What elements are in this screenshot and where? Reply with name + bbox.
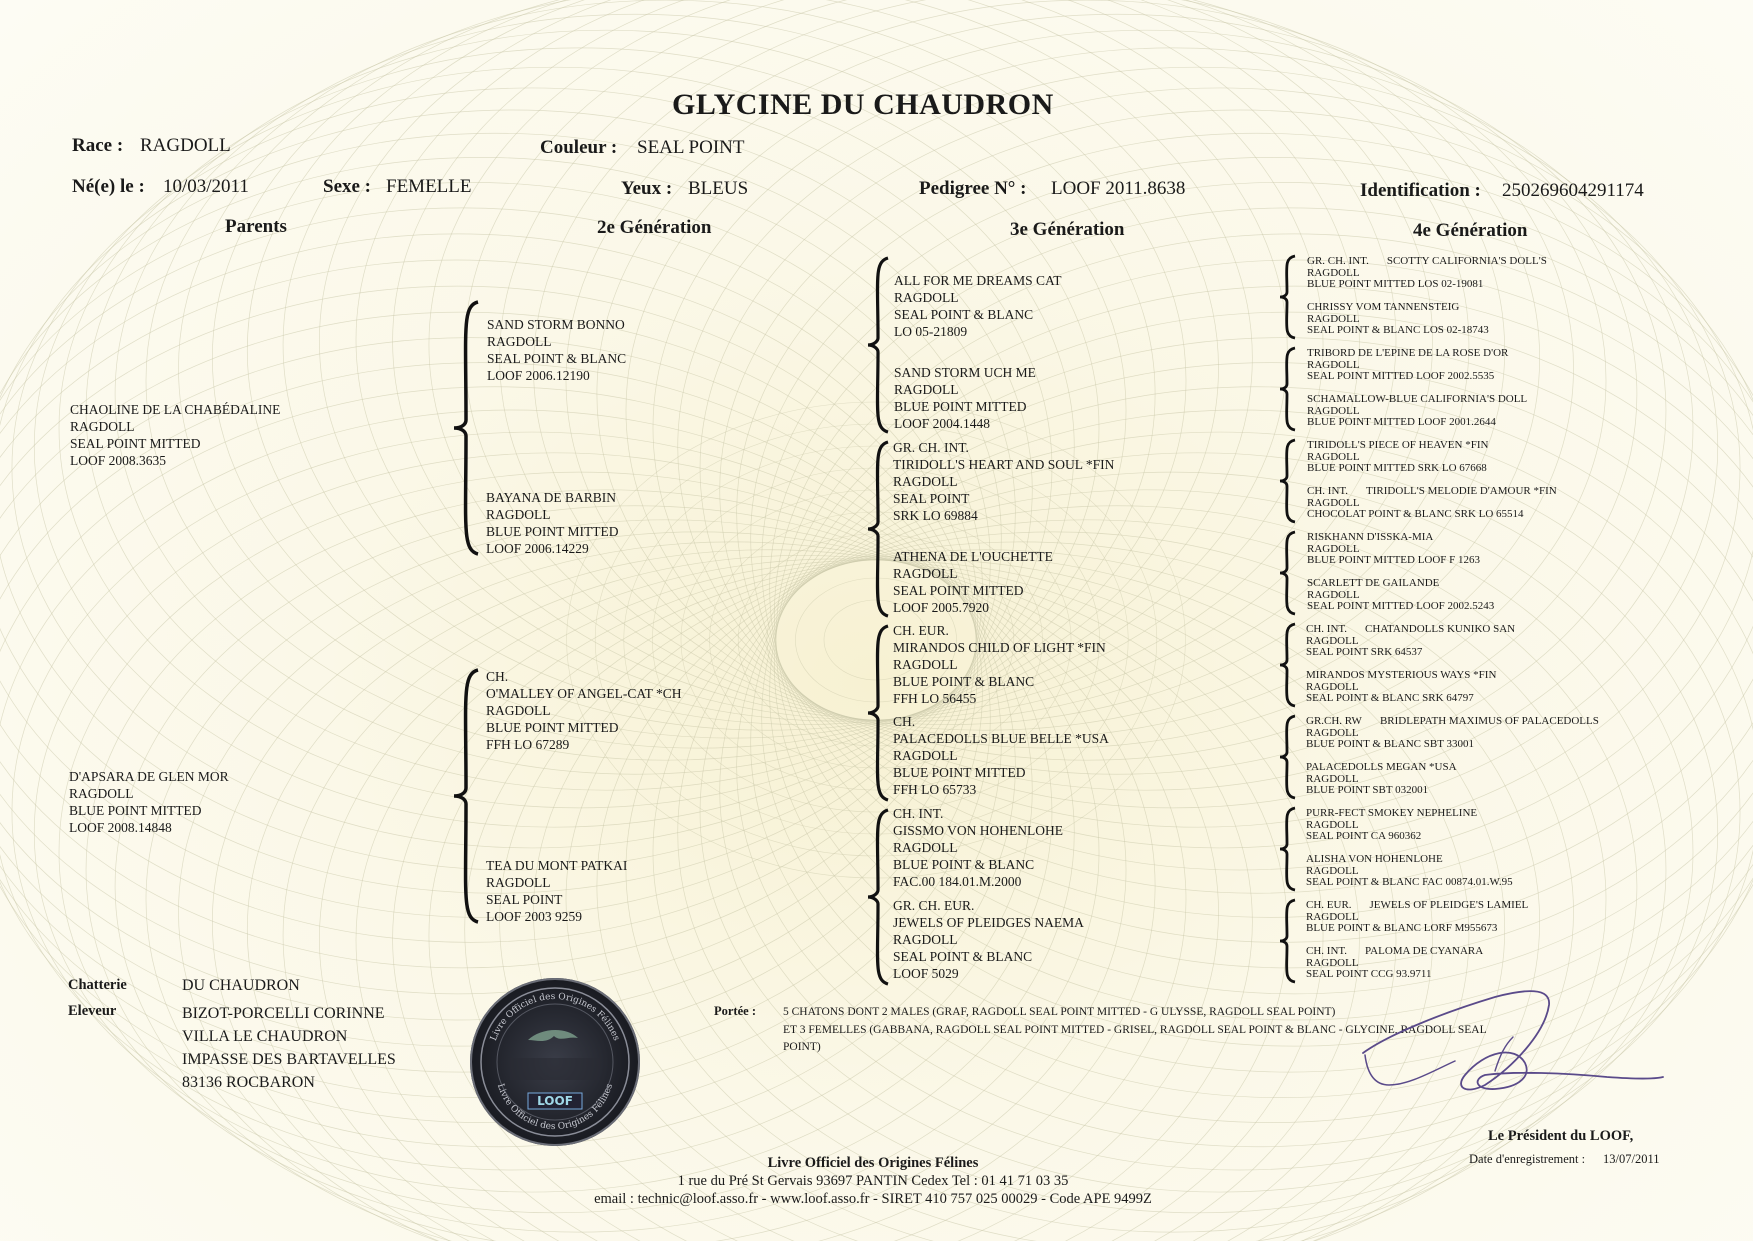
sexe-value: FEMELLE [386,176,472,197]
gen4-entry-10 [1306,670,1496,705]
gen4-name: TIRIDOLL'S MELODIE D'AMOUR *FIN [1366,485,1557,497]
col-header-gen2: 2e Génération [597,217,712,238]
president-signature [1345,975,1675,1125]
brace-gen2-bottom [452,668,482,924]
cat-emblem-icon [528,1030,578,1041]
address-line: BIZOT-PORCELLI CORINNE [182,1005,385,1022]
gen4-color: CHOCOLAT POINT & BLANC SRK LO 65514 [1307,508,1524,520]
gen2-line: RAGDOLL [487,334,552,349]
gen4-entry-5 [1307,440,1488,475]
gen4-name: SCOTTY CALIFORNIA'S DOLL'S [1386,255,1547,267]
gen4-breed: RAGDOLL [1306,680,1359,693]
gen4-breed: RAGDOLL [1306,726,1359,739]
gen4-name: PALOMA DE CYANARA [1365,945,1484,957]
gen4-breed: RAGDOLL [1306,634,1359,647]
gen4-breed: RAGDOLL [1307,312,1360,325]
gen4-entry-9 [1306,624,1515,659]
gen3-line: JEWELS OF PLEIDGES NAEMA [893,915,1084,930]
gen4-entry-15 [1306,900,1528,935]
gen4-entry-7 [1307,532,1480,567]
gen3-line: FFH LO 56455 [893,691,977,706]
gen4-color: BLUE POINT MITTED LOOF 2001.2644 [1307,416,1496,428]
gen3-line: CH. EUR. [893,623,949,638]
gen4-name: CHATANDOLLS KUNIKO SAN [1365,623,1516,635]
gen3-line: LO 05-21809 [894,324,968,339]
brace-gen4-5 [1278,622,1298,708]
gen3-line: GR. CH. INT. [893,440,969,455]
breeder-address [182,1002,396,1094]
gen2-line: TEA DU MONT PATKAI [486,858,628,873]
sexe-label: Sexe : [323,176,372,197]
brace-gen3-4 [866,808,892,986]
col-header-gen3: 3e Génération [1010,219,1125,240]
identification-label: Identification : [1360,180,1481,201]
gen4-entry-8 [1307,578,1494,613]
gen4-entry-3 [1307,348,1508,383]
gen4-breed: RAGDOLL [1307,450,1360,463]
footer-contact: email : technic@loof.asso.fr - www.loof.asso.fr - SIRET 410 757 025 00029 - Code APE 9499Z [594,1191,1152,1207]
gen3-line: TIRIDOLL'S HEART AND SOUL *FIN [893,457,1115,472]
gen3-line: SEAL POINT & BLANC [894,307,1034,322]
gen4-name: SCHAMALLOW-BLUE CALIFORNIA'S DOLL [1307,393,1528,405]
gen3-line: LOOF 5029 [893,966,959,981]
gen4-entry-13 [1306,808,1477,843]
race-label: Race : [72,135,124,156]
gen3-line: ALL FOR ME DREAMS CAT [894,273,1062,288]
gen3-line: BLUE POINT MITTED [893,765,1026,780]
gen4-entry-14 [1306,854,1513,889]
gen4-breed: RAGDOLL [1307,588,1360,601]
gen3-entry-1 [894,272,1062,340]
gen3-line: RAGDOLL [893,657,958,672]
gen2-line: FFH LO 67289 [486,737,570,752]
gen4-title: CH. EUR. [1306,899,1352,911]
gen4-entry-2 [1307,302,1489,337]
seal-graphic [470,978,640,1146]
gen2-line: BAYANA DE BARBIN [486,490,617,505]
brace-gen4-6 [1278,714,1298,800]
chatterie-label: Chatterie [68,977,127,993]
gen2-line: SEAL POINT [486,892,563,907]
yeux-value: BLEUS [688,178,749,199]
chatterie-value: DU CHAUDRON [182,977,300,994]
address-line: VILLA LE CHAUDRON [182,1028,348,1045]
parent-line: RAGDOLL [70,419,135,434]
gen4-name: TRIBORD DE L'EPINE DE LA ROSE D'OR [1307,347,1509,359]
gen4-color: SEAL POINT MITTED LOOF 2002.5243 [1307,600,1495,612]
gen4-color: SEAL POINT & BLANC SRK 64797 [1306,692,1474,704]
gen3-line: ATHENA DE L'OUCHETTE [893,549,1053,564]
gen3-line: RAGDOLL [893,474,958,489]
gen4-name: PURR-FECT SMOKEY NEPHELINE [1306,807,1478,819]
gen3-line: PALACEDOLLS BLUE BELLE *USA [893,731,1109,746]
yeux-label: Yeux : [621,178,673,199]
gen2-line: RAGDOLL [486,875,551,890]
gen4-color: BLUE POINT & BLANC LORF M955673 [1306,922,1498,934]
gen3-line: SEAL POINT [893,491,970,506]
parent-line: RAGDOLL [69,786,134,801]
gen4-breed: RAGDOLL [1307,404,1360,417]
gen4-breed: RAGDOLL [1306,956,1359,969]
address-line: IMPASSE DES BARTAVELLES [182,1051,396,1068]
gen4-entry-11 [1306,716,1599,751]
brace-gen4-7 [1278,806,1298,892]
couleur-value: SEAL POINT [637,137,745,158]
gen2-line: BLUE POINT MITTED [486,524,619,539]
gen2-line: BLUE POINT MITTED [486,720,619,735]
gen4-color: SEAL POINT & BLANC FAC 00874.01.W.95 [1306,876,1513,888]
gen4-name: SCARLETT DE GAILANDE [1307,577,1440,589]
gen2-line: LOOF 2003 9259 [486,909,583,924]
gen3-line: LOOF 2004.1448 [894,416,991,431]
gen4-name: ALISHA VON HOHENLOHE [1306,853,1443,865]
gen3-line: LOOF 2005.7920 [893,600,990,615]
gen2-entry-3 [486,668,682,753]
gen3-line: RAGDOLL [893,840,958,855]
gen3-line: BLUE POINT & BLANC [893,674,1035,689]
loof-hologram-seal [470,978,640,1146]
gen3-entry-8 [893,897,1084,982]
gen4-breed: RAGDOLL [1306,910,1359,923]
gen2-line: RAGDOLL [486,507,551,522]
brace-gen2-top [452,300,482,556]
brace-gen4-3 [1278,438,1298,524]
gen4-name: JEWELS OF PLEIDGE'S LAMIEL [1369,899,1529,911]
parent-line: LOOF 2008.14848 [69,820,172,835]
cat-name-title: GLYCINE DU CHAUDRON [672,88,1054,121]
gen4-entry-4 [1307,394,1527,429]
gen4-breed: RAGDOLL [1307,542,1360,555]
race-value: RAGDOLL [140,135,231,156]
brace-gen4-1 [1278,254,1298,340]
gen4-breed: RAGDOLL [1306,864,1359,877]
registration-date-value: 13/07/2011 [1603,1152,1660,1166]
gen2-line: O'MALLEY OF ANGEL-CAT *CH [486,686,682,701]
gen3-line: FFH LO 65733 [893,782,977,797]
gen4-breed: RAGDOLL [1307,266,1360,279]
footer-org: Livre Officiel des Origines Félines [767,1155,979,1171]
gen3-entry-6 [893,713,1109,798]
gen4-title: CH. INT. [1306,623,1348,635]
registration-date-label: Date d'enregistrement : [1469,1152,1586,1166]
gen4-color: BLUE POINT MITTED LOOF F 1263 [1307,554,1481,566]
gen3-line: BLUE POINT MITTED [894,399,1027,414]
seal-center-text: LOOF [537,1094,573,1108]
gen4-breed: RAGDOLL [1306,818,1359,831]
gen4-name: TIRIDOLL'S PIECE OF HEAVEN *FIN [1307,439,1489,451]
gen4-title: GR.CH. RW [1306,715,1362,727]
seal-top-text: Livre Officiel des Origines Félines [488,991,622,1043]
gen2-line: CH. [486,669,509,684]
gen2-line: LOOF 2006.14229 [486,541,589,556]
brace-gen3-1 [866,256,892,434]
footer-address: 1 rue du Pré St Gervais 93697 PANTIN Cedex Tel : 01 41 71 03 35 [677,1173,1069,1189]
gen3-entry-3 [893,439,1114,524]
parent-line: LOOF 2008.3635 [70,453,167,468]
gen4-name: PALACEDOLLS MEGAN *USA [1306,761,1457,773]
portee-line: 5 CHATONS DONT 2 MALES (GRAF, RAGDOLL SEAL POINT MITTED - G ULYSSE, RAGDOLL SEAL POINT) [783,1006,1336,1018]
gen4-color: BLUE POINT & BLANC SBT 33001 [1306,738,1474,750]
seal-bottom-text: Livre Officiel des Origines Félines [494,1082,616,1133]
gen3-line: BLUE POINT & BLANC [893,857,1035,872]
gen2-line: SEAL POINT & BLANC [487,351,627,366]
gen4-color: BLUE POINT SBT 032001 [1306,784,1429,796]
gen3-line: RAGDOLL [893,566,958,581]
gen3-line: RAGDOLL [894,382,959,397]
parent-line: BLUE POINT MITTED [69,803,202,818]
eleveur-label: Eleveur [68,1003,117,1019]
gen4-color: SEAL POINT & BLANC LOS 02-18743 [1307,324,1489,336]
portee-line: ET 3 FEMELLES (GABBANA, RAGDOLL SEAL POINT MITTED - GRISEL, RAGDOLL SEAL POINT & BLANC - GLYCINE, RAGDOLL SEAL [783,1023,1487,1036]
birthdate-value: 10/03/2011 [163,176,249,197]
gen2-line: LOOF 2006.12190 [487,368,590,383]
gen4-breed: RAGDOLL [1307,496,1360,509]
gen2-entry-4 [486,857,627,925]
gen4-color: BLUE POINT MITTED SRK LO 67668 [1307,462,1487,474]
gen4-breed: RAGDOLL [1307,358,1360,371]
col-header-parents: Parents [225,216,287,237]
gen4-color: SEAL POINT MITTED LOOF 2002.5535 [1307,370,1495,382]
parent-line: SEAL POINT MITTED [70,436,201,451]
gen4-name: MIRANDOS MYSTERIOUS WAYS *FIN [1306,669,1497,681]
gen4-entry-1 [1307,256,1547,291]
pedigree-label: Pedigree N° : [919,178,1027,199]
gen3-line: FAC.00 184.01.M.2000 [893,874,1022,889]
gen3-entry-7 [893,805,1063,890]
brace-gen4-8 [1278,898,1298,984]
gen4-color: SEAL POINT CCG 93.9711 [1306,968,1432,980]
gen4-title: GR. CH. INT. [1307,255,1369,267]
gen4-breed: RAGDOLL [1306,772,1359,785]
gen4-color: BLUE POINT MITTED LOS 02-19081 [1307,278,1484,290]
gen3-line: SAND STORM UCH ME [894,365,1036,380]
gen3-entry-2 [894,364,1036,432]
portee-label: Portée : [714,1004,756,1018]
brace-gen3-3 [866,624,892,802]
gen3-line: SEAL POINT MITTED [893,583,1024,598]
gen3-entry-4 [893,548,1053,616]
gen4-entry-6 [1307,486,1557,521]
gen3-line: GISSMO VON HOHENLOHE [893,823,1064,838]
parent-entry-sire [70,401,280,469]
gen3-line: RAGDOLL [893,932,958,947]
gen4-color: SEAL POINT SRK 64537 [1306,646,1423,658]
gen4-entry-12 [1306,762,1457,797]
gen3-line: CH. INT. [893,806,944,821]
gen3-line: RAGDOLL [893,748,958,763]
gen3-line: SEAL POINT & BLANC [893,949,1033,964]
gen4-name: RISKHANN D'ISSKA-MIA [1307,531,1434,543]
gen3-line: GR. CH. EUR. [893,898,975,913]
birthdate-label: Né(e) le : [72,176,145,197]
parent-line: D'APSARA DE GLEN MOR [69,769,229,784]
portee-line: POINT) [783,1041,821,1053]
couleur-label: Couleur : [540,137,618,158]
gen2-entry-1 [487,316,626,384]
col-header-gen4: 4e Génération [1413,220,1528,241]
gen3-line: CH. [893,714,916,729]
brace-gen4-4 [1278,530,1298,616]
brace-gen3-2 [866,440,892,618]
gen4-title: CH. INT. [1306,945,1348,957]
gen2-line: SAND STORM BONNO [487,317,625,332]
parent-entry-dam [69,768,229,836]
address-line: 83136 ROCBARON [182,1074,315,1091]
gen4-name: CHRISSY VOM TANNENSTEIG [1307,301,1460,313]
gen2-line: RAGDOLL [486,703,551,718]
gen3-line: MIRANDOS CHILD OF LIGHT *FIN [893,640,1106,655]
gen3-entry-5 [893,622,1106,707]
gen3-line: RAGDOLL [894,290,959,305]
gen2-entry-2 [486,489,619,557]
parent-line: CHAOLINE DE LA CHABÉDALINE [70,402,281,417]
gen4-color: SEAL POINT CA 960362 [1306,830,1422,842]
president-label: Le Président du LOOF, [1488,1128,1634,1144]
gen4-title: CH. INT. [1307,485,1349,497]
brace-gen4-2 [1278,346,1298,432]
pedigree-value: LOOF 2011.8638 [1051,178,1186,199]
identification-value: 250269604291174 [1502,180,1644,201]
gen3-line: SRK LO 69884 [893,508,978,523]
gen4-name: BRIDLEPATH MAXIMUS OF PALACEDOLLS [1379,715,1599,727]
